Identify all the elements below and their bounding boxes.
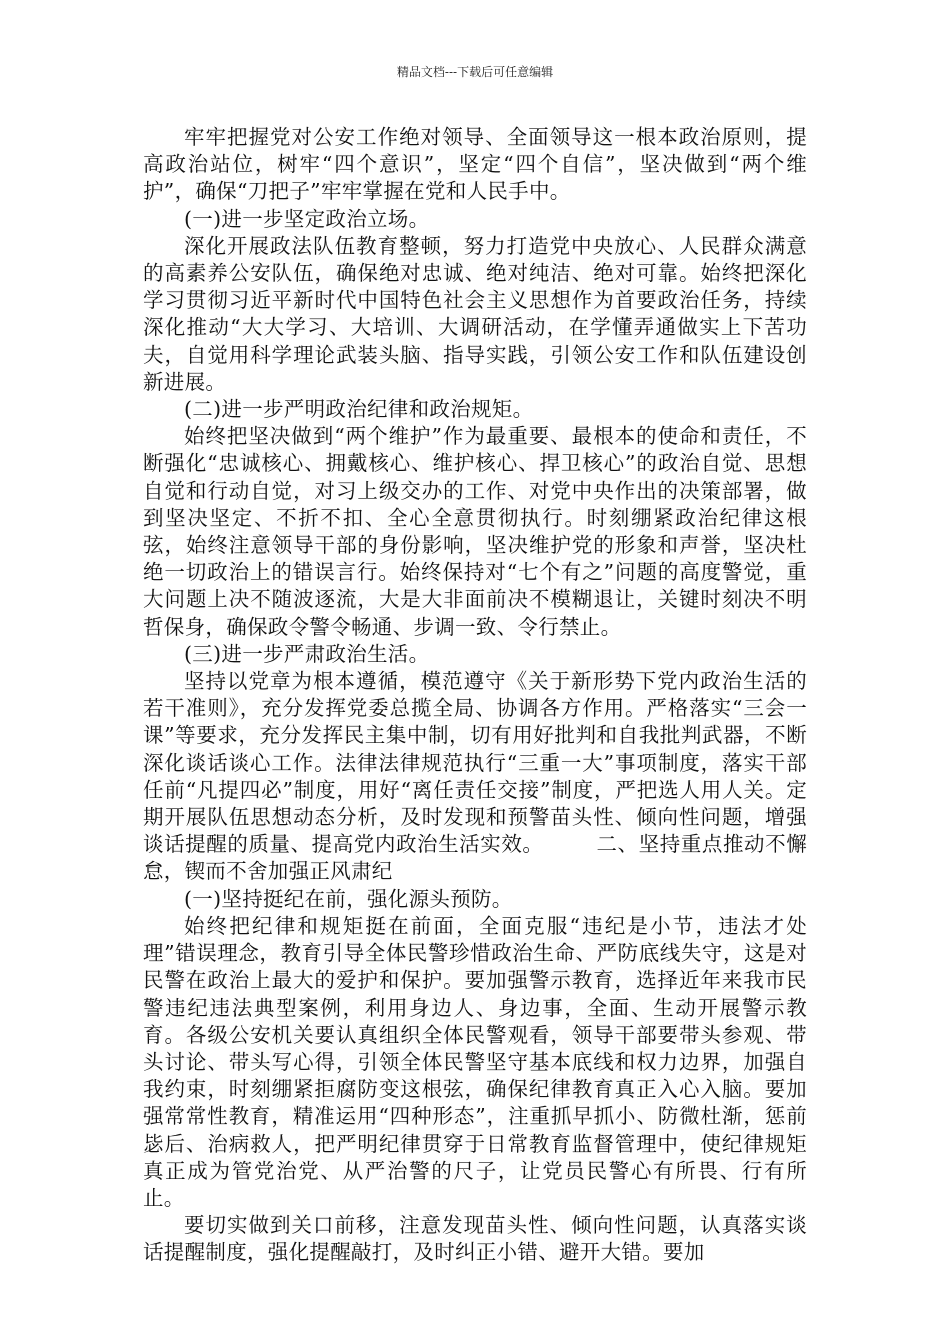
document-body [143,124,807,1267]
section-heading: (三)进一步严肃政治生活。 [184,641,430,666]
paragraph: 深化开展政法队伍教育整顿，努力打造党中央放心、人民群众满意的高素养公安队伍，确保绝对忠诚、绝对纯洁、绝对可靠。始终把深化学习贯彻习近平新时代中国特色社会主义思想作为首要政治任务，持续深化推动“大大学习、大培训、大调研活动，在学懂弄通做实上下苦功夫，自觉用科学理论武装头脑、指导实践，引领公安工作和队伍建设创新进展。 [143,233,807,394]
section-heading: (一)坚持挺纪在前，强化源头预防。 [184,886,513,911]
paragraph: 坚持以党章为根本遵循，模范遵守《关于新形势下党内政治生活的若干准则》，充分发挥党委总揽全局、协调各方作用。严格落实“三会一课”等要求，充分发挥民主集中制，切有用好批判和自我批判武器，不断深化谈话谈心工作。法律法律规范执行“三重一大”事项制度，落实干部任前“凡提四必”制度，用好“离任责任交接”制度，严把选人用人关。定期开展队伍思想动态分析，及时发现和预警苗头性、倾向性问题，增强谈话提醒的质量、提高党内政治生活实效。 二、坚持重点推动不懈怠，锲而不舍加强正风肃纪 [143,669,807,884]
paragraph: 始终把纪律和规矩挺在前面，全面克服“违纪是小节，违法才处理”错误理念，教育引导全体民警珍惜政治生命、严防底线失守，这是对民警在政治上最大的爱护和保护。要加强警示教育，选择近年来我市民警违纪违法典型案例，利用身边人、身边事，全面、生动开展警示教育。各级公安机关要认真组织全体民警观看，领导干部要带头参观、带头讨论、带头写心得，引领全体民警坚守基本底线和权力边界，加强自我约束，时刻绷紧拒腐防变这根弦，确保纪律教育真正入心入脑。要加强常常性教育，精准运用“四种形态”，注重抓早抓小、防微杜渐，惩前毖后、治病救人，把严明纪律贯穿于日常教育监督管理中，使纪律规矩真正成为管党治党、从严治警的尺子，让党员民警心有所畏、行有所止。 [143,913,807,1210]
paragraph: 始终把坚决做到“两个维护”作为最重要、最根本的使命和责任，不断强化“忠诚核心、拥戴核心、维护核心、捍卫核心”的政治自觉、思想自觉和行动自觉，对习上级交办的工作、对党中央作出的决策部署，做到坚决坚定、不折不扣、全心全意贯彻执行。时刻绷紧政治纪律这根弦，始终注意领导干部的身份影响，坚决维护党的形象和声誉，坚决杜绝一切政治上的错误言行。始终保持对“七个有之”问题的高度警觉，重大问题上决不随波逐流，大是大非面前决不模糊退让，关键时刻决不明哲保身，确保政令警令畅通、步调一致、令行禁止。 [143,424,807,639]
paragraph: 牢牢把握党对公安工作绝对领导、全面领导这一根本政治原则，提高政治站位，树牢“四个意识”，坚定“四个自信”，坚决做到“两个维护”，确保“刀把子”牢牢掌握在党和人民手中。 [143,125,807,204]
paragraph: 要切实做到关口前移，注意发现苗头性、倾向性问题，认真落实谈话提醒制度，强化提醒敲打，及时纠正小错、避开大错。要加 [143,1213,807,1265]
section-heading: (一)进一步坚定政治立场。 [184,206,430,231]
section-heading: (二)进一步严明政治纪律和政治规矩。 [184,397,534,422]
page-header: 精品文档---下载后可任意编辑 [396,65,554,79]
